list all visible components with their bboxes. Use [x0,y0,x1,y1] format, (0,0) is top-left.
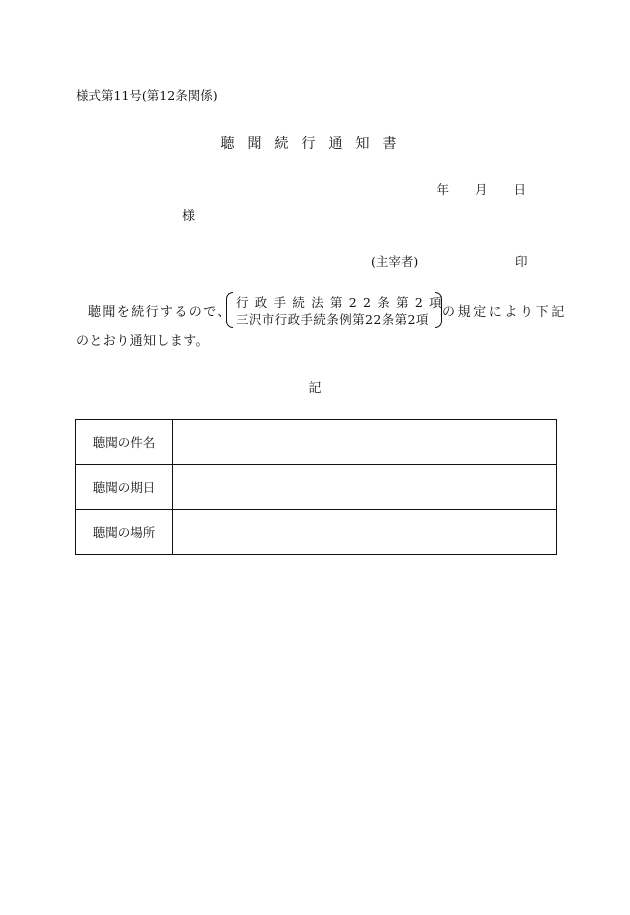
row-value-date[interactable] [173,465,557,510]
ki-heading: 記 [308,381,322,396]
row-label-subject: 聴聞の件名 [76,420,173,465]
date-day-label: 日 [513,182,526,197]
document-title: 聴聞続行通知書 [220,136,410,152]
row-value-place[interactable] [173,510,557,555]
table-row [76,420,557,465]
body-text-end: の規定により下記 [442,305,567,320]
date-month-label: 月 [474,182,488,197]
bracket-right-icon [435,292,442,328]
addressee-suffix: 様 [182,209,196,224]
seal-mark: 印 [515,254,528,269]
date-year-label: 年 [436,182,449,197]
law-option-2: 三沢市行政手続条例第22条第2項 [236,312,429,327]
bracket-left-icon [226,292,233,328]
law-options-bracket [226,292,448,328]
row-label-place: 聴聞の場所 [76,510,173,555]
host-label: (主宰者) [371,254,419,269]
body-text-line2: のとおり通知します。 [76,334,209,349]
law-option-1: 行政手続法第22条第2項 [236,295,448,310]
row-label-date: 聴聞の期日 [76,465,173,510]
hearing-info-table [75,419,557,555]
body-text-start: 聴聞を続行するので、 [88,305,232,320]
table-row [76,465,557,510]
date-line [436,180,526,198]
row-value-subject[interactable] [173,420,557,465]
form-number: 様式第11号(第12条関係) [76,88,218,103]
table-row [76,510,557,555]
